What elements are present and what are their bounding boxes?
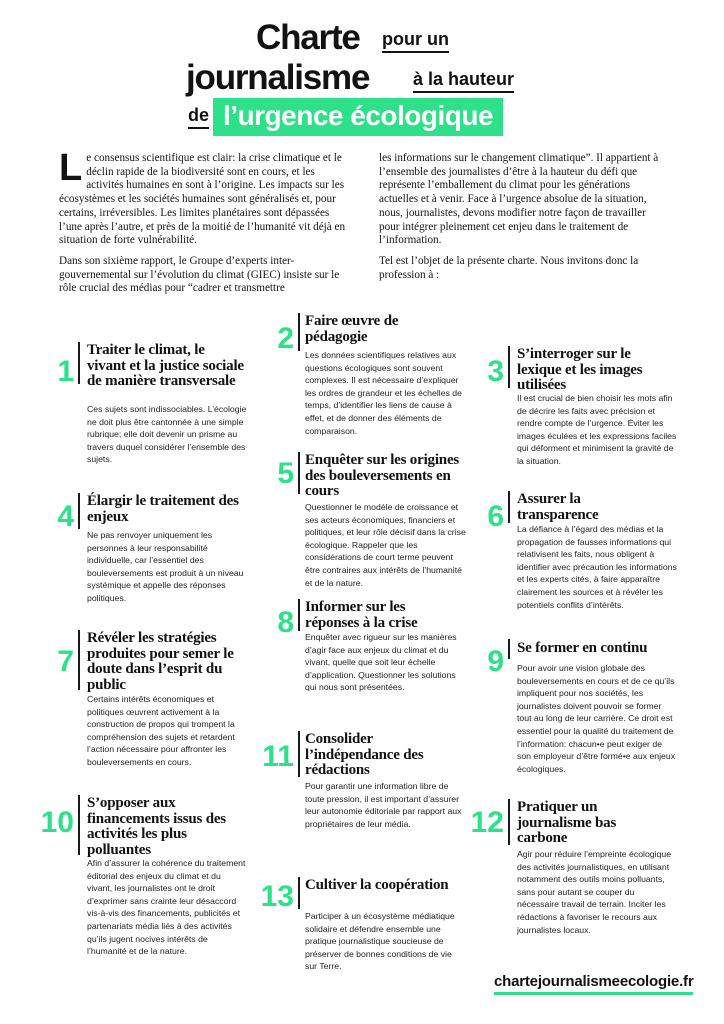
intro-paragraph-4: Tel est l’objet de la présente charte. Nous invitons donc la profession à : [379, 254, 639, 281]
item-body: Ne pas renvoyer uniquement les personnes à leur responsabilité individuelle, car l’essentiel des bouleversements est produit à un niveau systémique et appelle des réponses politiques. [87, 530, 244, 603]
item-title: Élargir le traitement des enjeux [87, 493, 239, 525]
intro-paragraph-2: Dans son sixième rapport, le Groupe d’experts inter-gouvernemental sur l’évolution du climat (GIEC) insiste sur le rôle crucial des médias pour “cadrer et transmettre [59, 254, 340, 295]
item-title: Pratiquer un journalisme bas carbone [517, 799, 617, 846]
title-word-de: de [188, 106, 209, 129]
item-divider [78, 493, 80, 529]
item-divider [78, 342, 80, 384]
item-divider [78, 630, 80, 690]
item-body: Les données scientifiques relatives aux questions écologiques sont souvent complexes. Il est nécessaire d’expliquer les ordres de grandeur et les échelles de temps, d’identifier les liens de cause à effet, et de donner des éléments de comparaison. [305, 350, 462, 436]
item-number: 10 [40, 806, 74, 839]
item-body: Il est crucial de bien choisir les mots afin de décrire les faits avec précision et rendre compte de l’urgence. Éviter les images éculées et les expressions faciles qui déforment et minimisent la gravité de la situation. [517, 393, 677, 466]
item-divider [298, 731, 300, 777]
title-word-pour-un: pour un [382, 30, 449, 53]
item-body: La défiance à l’égard des médias et la propagation de fausses informations qui relativisent les faits, nous obligent à identifier avec précaution les informations et les experts cités, à faire apparaître clairement les sources et à révéler les potentiels conflits d’intérêts. [517, 524, 677, 610]
item-body: Participer à un écosystème médiatique solidaire et défendre ensemble une pratique journalistique soucieuse de préserver de bonnes conditions de vie sur Terre. [305, 911, 455, 972]
footer-website-link[interactable]: chartejournalismeecologie.fr [494, 973, 693, 995]
item-number: 7 [57, 645, 74, 678]
item-divider [508, 346, 510, 388]
item-number: 1 [57, 355, 74, 388]
item-title: Enquêter sur les origines des bouleversements en cours [305, 452, 460, 499]
intro-paragraph-3: les informations sur le changement climatique”. Il appartient à l’ensemble des journalistes d’être à la hauteur du défi que représente l’emballement du climat pour les générations actuelles et à venir. Face à l’urgence absolue de la situation, nous, journalistes, devons modifier notre façon de travailler pour intégrer pleinement cet enjeu dans le traitement de l’information. [379, 152, 659, 247]
intro-column-left [59, 147, 346, 303]
intro-paragraph-1: e consensus scientifique est clair: la crise climatique et le déclin rapide de la biodiversité sont en cours, et les activités humaines en sont à l’origine. Les impacts sur les écosystèmes et les sociétés humaines sont généralisés et, pour certains, irréversibles. Les limites planétaires sont dépassées l’une après l’autre, et près de la moitié de l’humanité vit déjà en situation de forte vulnérabilité. [59, 152, 346, 247]
item-number: 8 [277, 606, 294, 639]
item-title: Consolider l’indépendance des rédactions [305, 731, 424, 778]
item-title: Révéler les stratégies produites pour semer le doute dans l’esprit du public [87, 630, 234, 693]
item-divider [298, 313, 300, 351]
item-title: Se former en continu [517, 640, 648, 656]
item-divider [508, 491, 510, 523]
item-body: Ces sujets sont indissociables. L’écologie ne doit plus être cantonnée à une simple rubrique; elle doit devenir un prisme au travers duquel considérer l’ensemble des sujets. [87, 404, 247, 465]
title-word-charte: Charte [256, 18, 360, 57]
item-number: 5 [277, 457, 294, 490]
item-title: Faire œuvre de pédagogie [305, 313, 399, 345]
item-number: 11 [262, 740, 294, 773]
item-title: Cultiver la coopération [305, 877, 449, 893]
item-divider [298, 452, 300, 494]
title-word-journalisme: journalisme [186, 58, 370, 97]
item-title: S’opposer aux financements issus des activités les plus polluantes [87, 795, 226, 858]
intro-dropcap: L [59, 147, 83, 189]
item-divider [78, 795, 80, 855]
item-divider [508, 799, 510, 845]
title-word-a-la-hauteur: à la hauteur [413, 70, 514, 93]
item-title: S’interroger sur le lexique et les images utilisées [517, 346, 643, 393]
title-highlight: l’urgence écologique [213, 98, 503, 136]
item-number: 2 [277, 322, 294, 355]
item-divider [298, 877, 300, 909]
item-number: 6 [487, 500, 504, 533]
item-number: 3 [487, 355, 504, 388]
item-title: Traiter le climat, le vivant et la justice sociale de manière transversale [87, 342, 244, 389]
item-body: Questionner le modèle de croissance et ses acteurs économiques, financiers et politiques, et leur rôle décisif dans la crise écologique. Rappeler que les considérations de court terme peuvent être contraires aux intérêts de l’humanité et de la nature. [305, 502, 466, 588]
item-number: 13 [260, 880, 294, 913]
item-body: Certains intérêts économiques et politiques œuvrent activement à la construction de propos qui trompent la compréhension des sujets et retardent l’action nécessaire pour affronter les bouleversements en cours. [87, 694, 235, 767]
item-title: Assurer la transparence [517, 491, 599, 523]
item-body: Pour garantir une information libre de toute pression, il est important d’assurer leur autonomie éditoriale par rapport aux propriétaires de leur média. [305, 781, 462, 829]
intro-column-right [379, 152, 668, 289]
item-title: Informer sur les réponses à la crise [305, 599, 418, 631]
item-body: Afin d’assurer la cohérence du traitement éditorial des enjeux du climat et du vivant, les journalistes ont le droit d’exprimer sans crainte leur désaccord vis-à-vis des financements, publicités et partenariats média liés à des activités qu’ils jugent nocives intérêts de l’humanité et de la nature. [87, 858, 246, 957]
item-number: 12 [470, 806, 504, 839]
item-body: Agir pour réduire l’empreinte écologique des activités journalistiques, en utilisant notamment des outils moins polluants, sans pour autant se couper du nécessaire travail de terrain. Inciter les rédactions à favoriser le recours aux journalistes locaux. [517, 849, 672, 935]
item-number: 4 [57, 500, 74, 533]
item-body: Pour avoir une vision globale des bouleversements en cours et de ce qu’ils impliquent pour nos sociétés, les journalistes doivent pouvoir se former tout au long de leur carrière. Ce droit est essentiel pour la qualité du traitement de l’information: chacun•e peut exiger de son employeur d’être formé•e aux enjeux écologiques. [517, 663, 676, 774]
item-number: 9 [487, 645, 504, 678]
item-divider [508, 639, 510, 659]
item-divider [298, 599, 300, 631]
item-body: Enquêter avec rigueur sur les manières d’agir face aux enjeux du climat et du vivant, quelle que soit leur échelle d’application. Questionner les solutions qui nous sont présentées. [305, 632, 457, 693]
